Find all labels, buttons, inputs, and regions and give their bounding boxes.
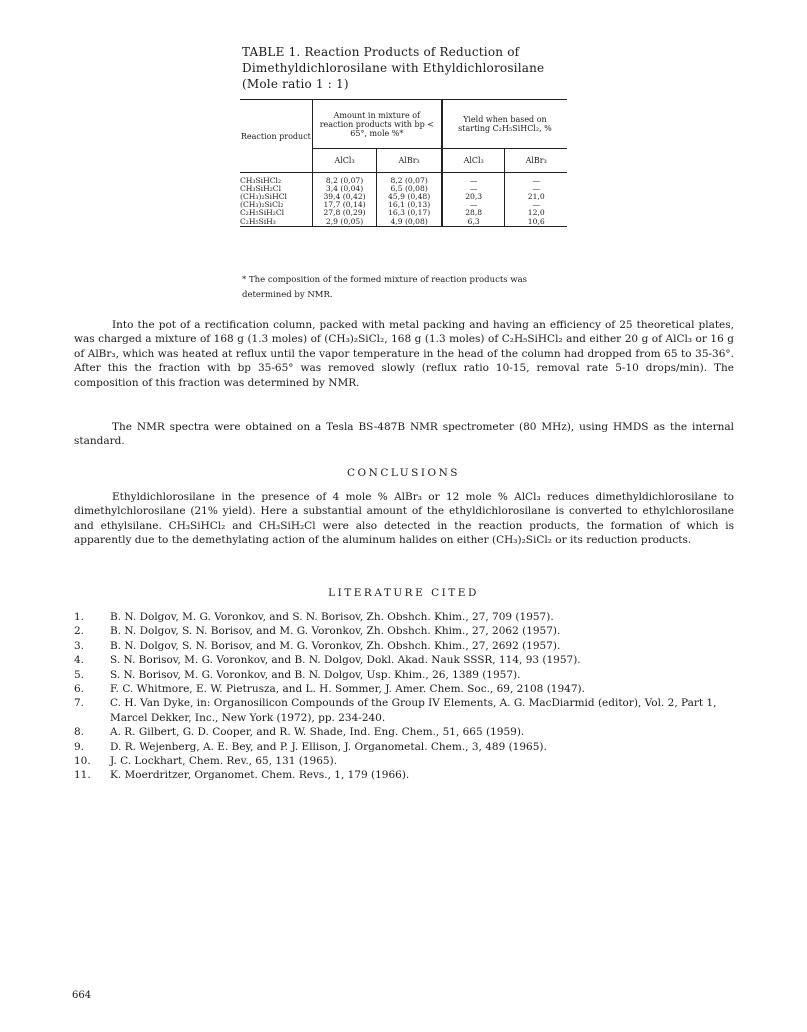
cell-product: (CH₃)₂SiCl₂	[240, 200, 284, 210]
reference-number: 7.	[74, 697, 85, 710]
reference-text: F. C. Whitmore, E. W. Pietrusza, and L. H. Sommer, J. Amer. Chem. Soc., 69, 2108 (1947).	[110, 683, 585, 696]
reference-number: 4.	[74, 654, 85, 667]
reference-text: B. N. Dolgov, M. G. Voronkov, and S. N. Borisov, Zh. Obshch. Khim., 27, 709 (1957).	[110, 611, 554, 623]
reference-number: 10.	[74, 755, 91, 768]
page-number: 664	[72, 990, 92, 1001]
cell-amount-alcl3: 27,8 (0,29)	[312, 209, 377, 217]
reference-number: 2.	[74, 625, 85, 638]
cell-amount-albr3: 4,9 (0,08)	[377, 218, 442, 227]
list-item	[74, 754, 734, 768]
paragraph-procedure: Into the pot of a rectification column, packed with metal packing and having an efficiency of 25 theoretical plates, was charged a mixture of 168 g (1.3 moles) of (CH₃)₂SiCl₂, 168 g (1.3 moles) of C₂H₅SiHCl₂ and either 20 g of AlCl₃ or 16 g of AlBr₃, which was heated at reflux until the vapor temperature in the head of the column had dropped from 65 to 35-36°. After this the fraction with bp 35-65° was removed slowly (reflux ratio 10-15, removal rate 5-10 drops/min). The composition of this fraction was determined by NMR.	[74, 319, 734, 389]
cell-yield-albr3: 21,0	[505, 193, 567, 201]
cell-yield-alcl3: 20,3	[442, 193, 505, 201]
reference-text: D. R. Wejenberg, A. E. Bey, and P. J. Ellison, J. Organometal. Chem., 3, 489 (1965).	[110, 740, 547, 753]
reference-number: 3.	[74, 639, 85, 652]
list-item	[74, 653, 734, 667]
reference-text: S. N. Borisov, M. G. Voronkov, and B. N. Dolgov, Usp. Khim., 26, 1389 (1957).	[110, 668, 521, 681]
cell-amount-alcl3: 3,4 (0,04)	[312, 185, 377, 193]
paragraph-nmr: The NMR spectra were obtained on a Tesla BS-487B NMR spectrometer (80 MHz), using HMDS as the internal standard.	[74, 421, 734, 448]
cell-yield-alcl3: 28,8	[442, 209, 505, 217]
cell-yield-albr3: —	[505, 201, 567, 209]
cell-amount-albr3: 16,1 (0,13)	[377, 201, 442, 209]
cell-product: C₂H₅SiH₃	[240, 218, 312, 227]
subheader-albr3-yield: AlBr₃	[505, 149, 567, 173]
conclusions-heading: CONCLUSIONS	[347, 467, 460, 479]
cell-amount-alcl3: 2,9 (0,05)	[312, 218, 377, 227]
cell-product: C₂H₅SiH₂Cl	[240, 208, 285, 218]
reference-number: 6.	[74, 683, 85, 696]
cell-yield-albr3: —	[505, 177, 567, 185]
cell-amount-albr3: 8,2 (0,07)	[377, 177, 442, 185]
cell-amount-alcl3: 8,2 (0,07)	[312, 177, 377, 185]
cell-yield-albr3: 10,6	[505, 218, 567, 227]
cell-amount-albr3: 6,5 (0,08)	[377, 185, 442, 193]
header-amount: Amount in mixture of reaction products with bp < 65°, mole %*	[312, 100, 442, 149]
reference-text: B. N. Dolgov, S. N. Borisov, and M. G. Voronkov, Zh. Obshch. Khim., 27, 2692 (1957).	[110, 639, 561, 652]
reference-text: C. H. Van Dyke, in: Organosilicon Compounds of the Group IV Elements, A. G. MacDiarmid (editor), Vol. 2, Part 1, Marcel Dekker, Inc., New York (1972), pp. 234-240.	[110, 697, 717, 724]
literature-heading: LITERATURE CITED	[328, 587, 479, 599]
list-item	[74, 610, 734, 624]
table-row	[240, 218, 567, 227]
cell-yield-albr3: —	[505, 185, 567, 193]
list-item	[74, 725, 734, 739]
table-caption: TABLE 1. Reaction Products of Reduction of Dimethyldichlorosilane with Ethyldichlorosilane (Mole ratio 1 : 1)	[242, 45, 545, 91]
cell-yield-alcl3: 6,3	[442, 218, 505, 227]
reaction-products-table	[240, 99, 567, 227]
cell-product: CH₃SiH₂Cl	[240, 183, 282, 193]
table-footnote: * The composition of the formed mixture of reaction products was determined by NMR.	[242, 275, 528, 300]
reference-text: S. N. Borisov, M. G. Voronkov, and B. N. Dolgov, Dokl. Akad. Nauk SSSR, 114, 93 (1957).	[110, 654, 581, 667]
reference-text: B. N. Dolgov, S. N. Borisov, and M. G. Voronkov, Zh. Obshch. Khim., 27, 2062 (1957).	[110, 625, 561, 638]
paragraph-conclusions: Ethyldichlorosilane in the presence of 4 mole % AlBr₃ or 12 mole % AlCl₃ reduces dimethyldichlorosilane to dimethylchlorosilane (21% yield). Here a substantial amount of the ethyldichlorosilane is converted to ethylchlorosilane and ethylsilane. CH₃SiHCl₂ and CH₃SiH₂Cl were also detected in the reaction products, the formation of which is apparently due to the demethylating action of the aluminum halides on either (CH₃)₂SiCl₂ or its reduction products.	[74, 491, 734, 547]
reference-number: 11.	[74, 769, 91, 782]
reference-text: J. C. Lockhart, Chem. Rev., 65, 131 (1965).	[110, 755, 338, 768]
cell-amount-albr3: 16,3 (0,17)	[377, 209, 442, 217]
header-yield: Yield when based on starting C₂H₅SiHCl₂, %	[442, 100, 567, 149]
cell-product: (CH₃)₂SiHCl	[240, 191, 287, 201]
list-item	[74, 668, 734, 682]
reference-number: 1.	[74, 611, 85, 623]
list-item	[74, 624, 734, 638]
cell-amount-albr3: 45,9 (0,48)	[377, 193, 442, 201]
list-item	[74, 682, 734, 696]
subheader-alcl3-amount: AlCl₃	[312, 149, 377, 173]
header-reaction-product: Reaction product	[240, 100, 312, 173]
list-item	[74, 639, 734, 653]
cell-yield-albr3: 12,0	[505, 209, 567, 217]
reference-number: 9.	[74, 740, 85, 753]
subheader-alcl3-yield: AlCl₃	[442, 149, 505, 173]
cell-yield-alcl3: —	[442, 177, 505, 185]
subheader-albr3-amount: AlBr₃	[377, 149, 442, 173]
cell-yield-alcl3: —	[442, 185, 505, 193]
cell-product: CH₃SiHCl₂	[240, 175, 282, 185]
cell-amount-alcl3: 17,7 (0,14)	[312, 201, 377, 209]
list-item	[74, 696, 734, 725]
reference-text: A. R. Gilbert, G. D. Cooper, and R. W. Shade, Ind. Eng. Chem., 51, 665 (1959).	[110, 726, 525, 739]
reference-list	[74, 610, 734, 783]
list-item	[74, 768, 734, 782]
list-item	[74, 740, 734, 754]
cell-yield-alcl3: —	[442, 201, 505, 209]
cell-amount-alcl3: 39,4 (0,42)	[312, 193, 377, 201]
reference-text: K. Moerdritzer, Organomet. Chem. Revs., 1, 179 (1966).	[110, 769, 410, 782]
reference-number: 5.	[74, 668, 85, 681]
reference-number: 8.	[74, 726, 85, 739]
